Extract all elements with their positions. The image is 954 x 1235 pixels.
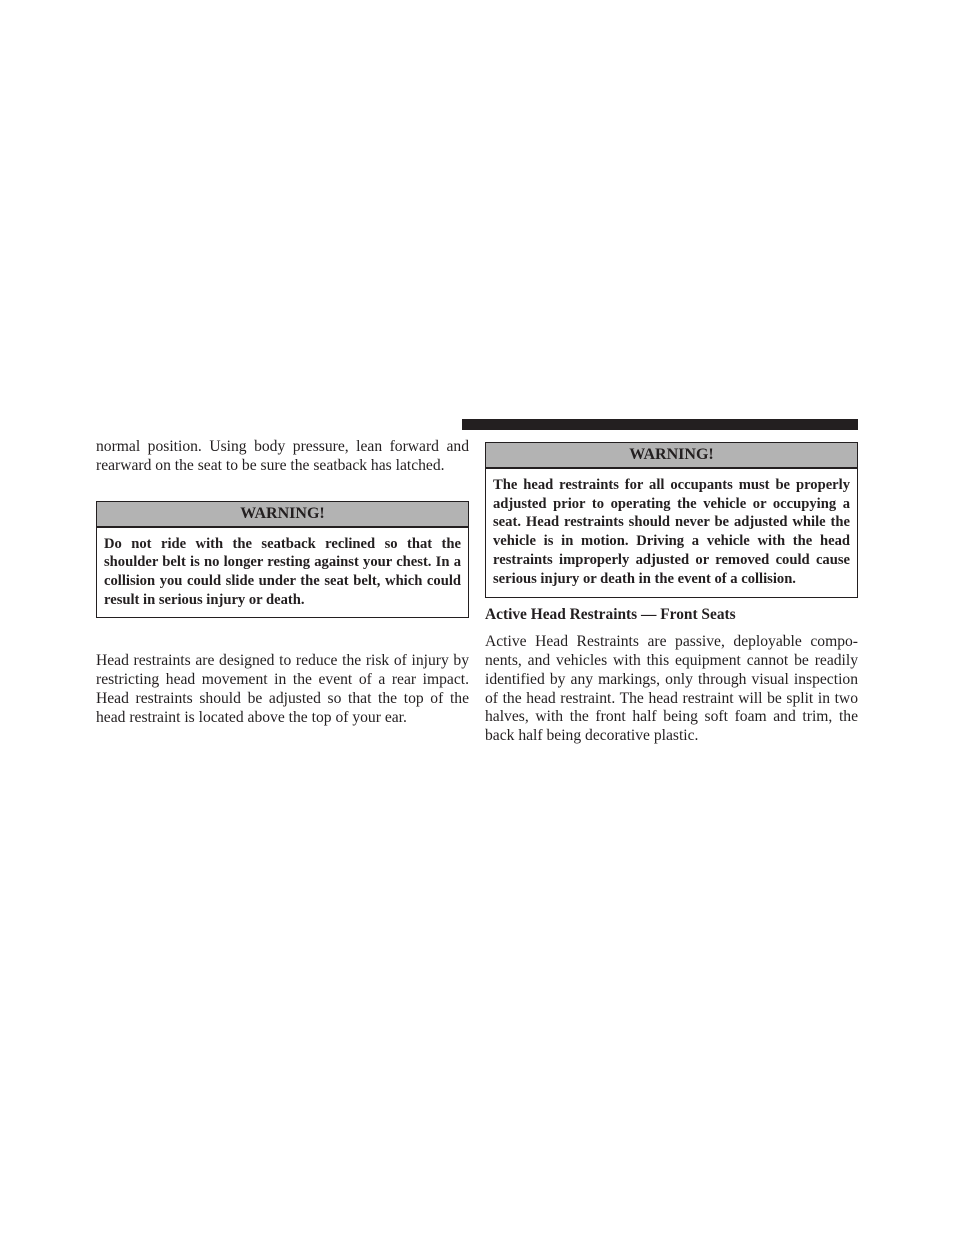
seatback-latch-paragraph: normal position. Using body pressure, lean forward and rearward on the seat to be sure the seatback has latched.	[96, 438, 469, 474]
warning-title: WARNING!	[486, 443, 857, 469]
warning-body: The head restraints for all occupants must be properly adjusted prior to operating the vehicle or occupying a seat. Head restraints should never be adjusted while the vehicle is in motion. Driving a vehicle with the head restraints improperly adjusted or removed could cause serious injury or death in the event of a collision.	[493, 477, 850, 587]
warning-body: Do not ride with the seatback reclined so that the shoulder belt is no longer resting against your chest. In a collision you could slide under the seat belt, which could result in serious injury or death.	[104, 535, 461, 608]
section-header-bar	[462, 419, 858, 430]
active-head-restraints-heading: Active Head Restraints — Front Seats	[485, 606, 736, 624]
seatback-warning-box	[96, 501, 469, 619]
head-restraint-warning-box	[485, 442, 858, 598]
left-column	[96, 438, 469, 728]
right-column	[485, 442, 858, 746]
head-restraints-paragraph: Head restraints are designed to reduce the risk of injury by restricting head movement in the event of a rear impact. Head restraints should be adjusted so that the top of the head restraint is located above the top of your ear.	[96, 652, 469, 726]
active-head-restraints-paragraph: Active Head Restraints are passive, deployable components, and vehicles with this equipment cannot be readily identified by any markings, only through visual inspection of the head restraint. The head restraint will be split in two halves, with the front half being soft foam and trim, the back half being decorative plastic.	[485, 633, 858, 745]
warning-title: WARNING!	[97, 502, 468, 528]
